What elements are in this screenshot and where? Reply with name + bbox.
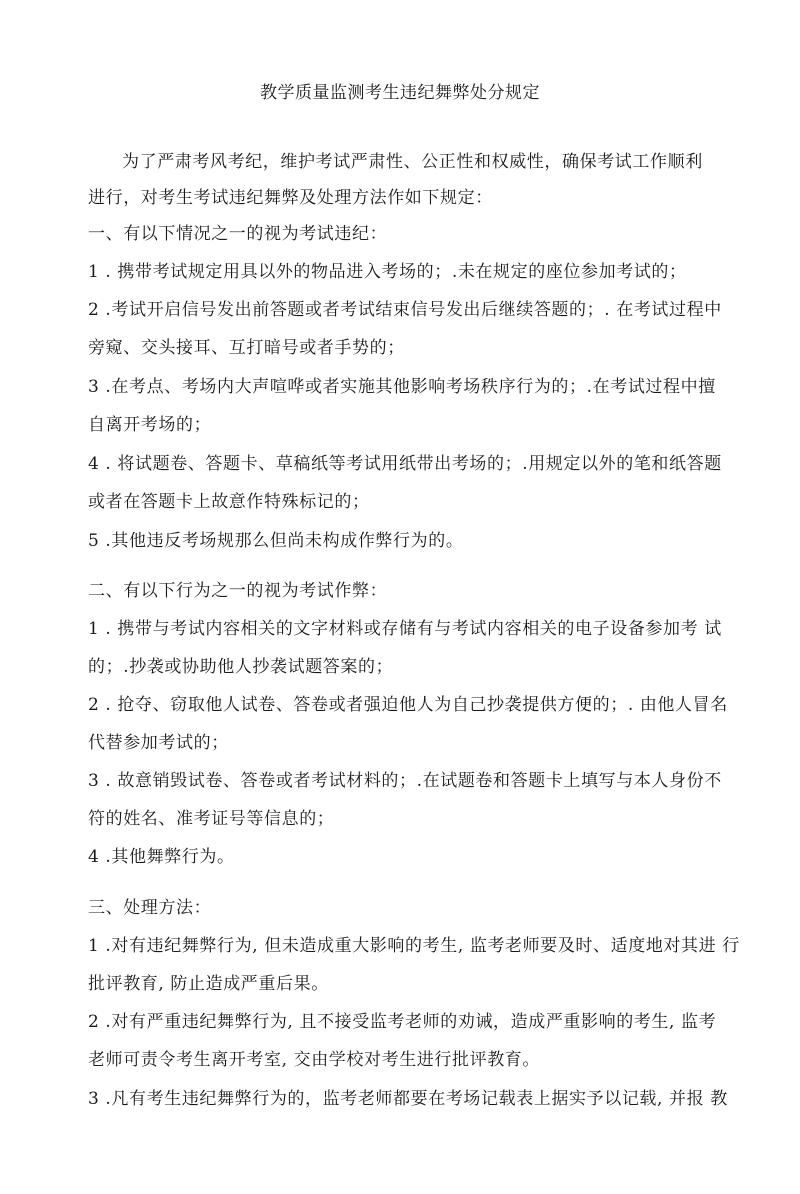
intro-line-2: 进行，对考生考试违纪舞弊及处理方法作如下规定： [88,188,493,208]
section2-heading: 二、有以下行为之一的视为考试作弊： [88,581,388,601]
section3-line: 3 .凡有考生违纪舞弊行为的，监考老师都要在考场记载表上据实予以记载, 并报 教 [88,1089,728,1109]
section1-line: 5 .其他违反考场规那么但尚未构成作弊行为的。 [88,531,464,551]
section1-line: 2 .考试开启信号发出前答题或者考试结束信号发出后继续答题的；. 在考试过程中 [88,300,722,320]
section3-line: 批评教育, 防止造成严重后果。 [88,974,329,994]
section3-line: 1 .对有违纪舞弊行为, 但未造成重大影响的考生, 监考老师要及时、适度地对其进 行 [88,936,740,956]
section3-heading: 三、处理方法： [88,898,212,918]
section1-line: 旁窥、交头接耳、互打暗号或者手势的； [88,338,405,358]
section3-line: 老师可责令考生离开考室, 交由学校对考生进行批评教育。 [88,1050,541,1070]
section2-line: 代替参加考试的； [88,733,229,753]
section1-line: 自离开考场的； [88,415,212,435]
section1-line: 4 . 将试题卷、答题卡、草稿纸等考试用纸带出考场的；.用规定以外的笔和纸答题 [88,454,722,474]
section2-line: 3 . 故意销毁试卷、答卷或者考试材料的；.在试题卷和答题卡上填写与本人身份不 [88,771,722,791]
section1-line: 或者在答题卡上故意作特殊标记的； [88,492,370,512]
section2-line: 符的姓名、准考证号等信息的； [88,809,335,829]
intro-line-1: 为了严肃考风考纪，维护考试严肃性、公正性和权威性，确保考试工作顺利 [122,152,703,172]
section1-line: 3 .在考点、考场内大声喧哗或者实施其他影响考场秩序行为的；.在考试过程中擅 [88,377,716,397]
section3-line: 2 .对有严重违纪舞弊行为, 且不接受监考老师的劝诫，造成严重影响的考生, 监考 [88,1012,717,1032]
section1-line: 1 . 携带考试规定用具以外的物品进入考场的；.未在规定的座位参加考试的； [88,262,687,282]
document-title: 教学质量监测考生违纪舞弊处分规定 [260,83,540,103]
section2-line: 1 . 携带与考试内容相关的文字材料或存储有与考试内容相关的电子设备参加考 试 [88,619,722,639]
section2-line: 4 .其他舞弊行为。 [88,847,235,867]
section2-line: 2 . 抢夺、窃取他人试卷、答卷或者强迫他人为自己抄袭提供方便的；. 由他人冒名 [88,695,728,715]
section1-heading: 一、有以下情况之一的视为考试违纪： [88,224,388,244]
section2-line: 的；.抄袭或协助他人抄袭试题答案的； [88,657,394,677]
